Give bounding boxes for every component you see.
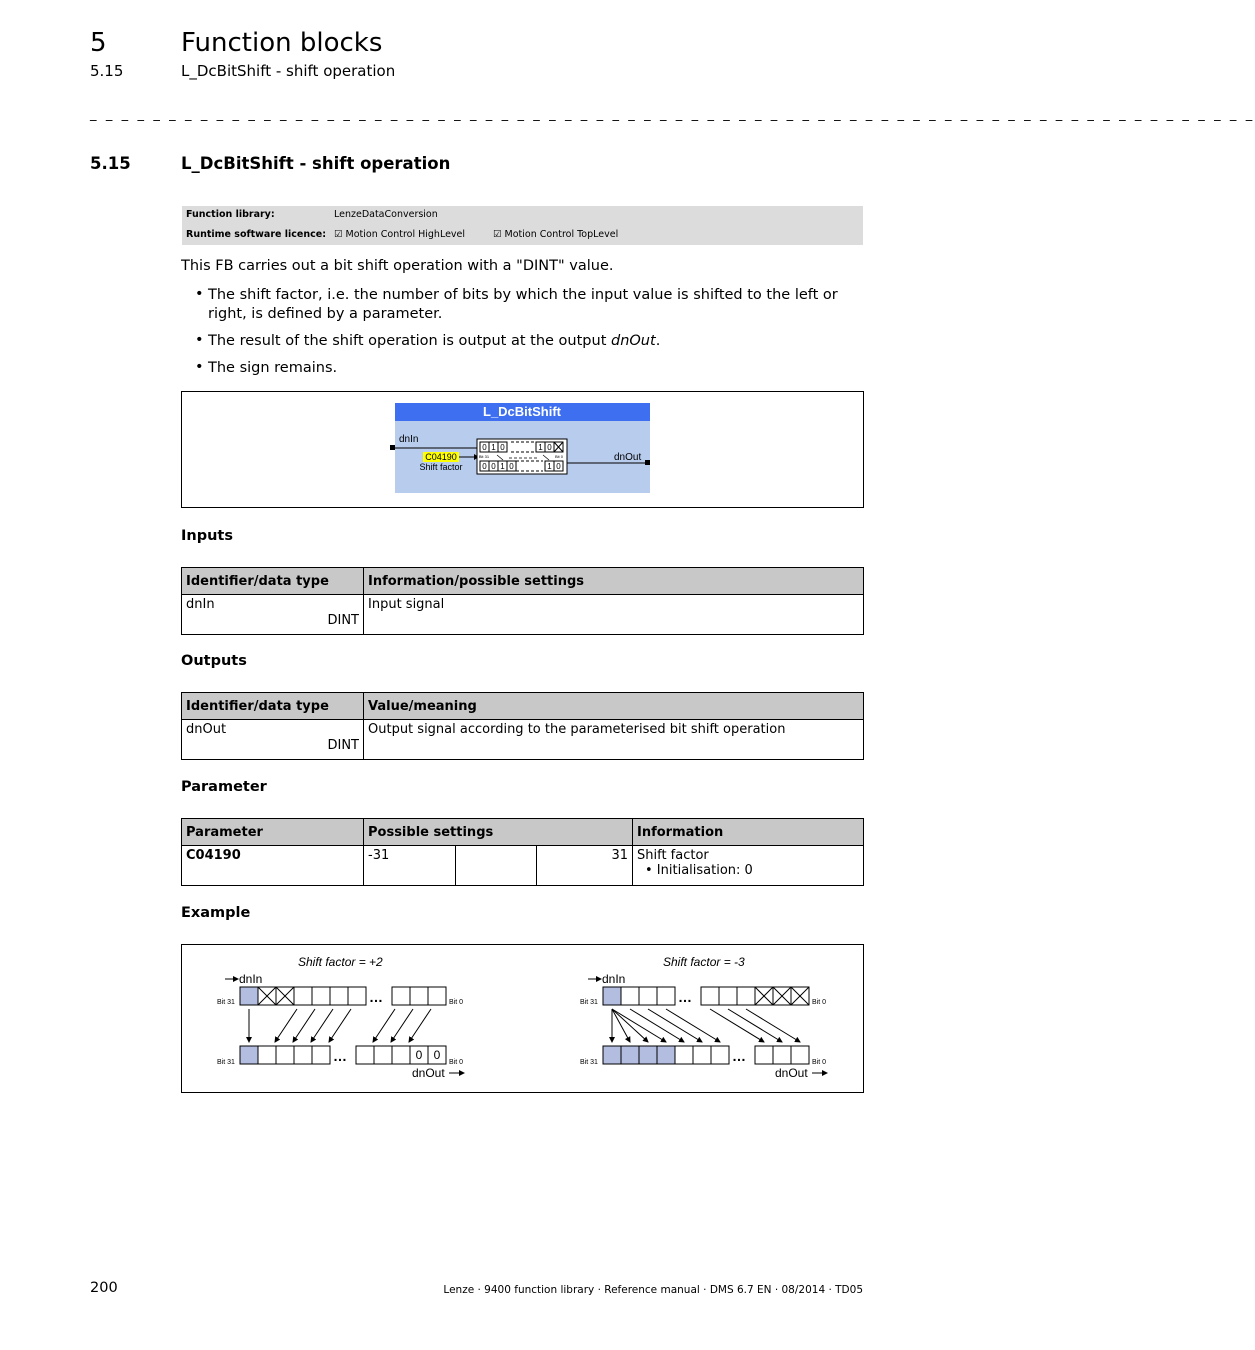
bullet-output: The result of the shift operation is output at the output dnOut.	[208, 333, 661, 349]
param-init: • Initialisation: 0	[645, 863, 753, 878]
svg-text:dnIn: dnIn	[602, 972, 626, 986]
svg-text:0: 0	[509, 462, 514, 471]
parameter-heading: Parameter	[181, 779, 267, 795]
svg-text:dnIn: dnIn	[239, 972, 263, 986]
header-section-title: L_DcBitShift - shift operation	[181, 62, 396, 80]
svg-text:Bit 0: Bit 0	[812, 1059, 827, 1066]
svg-text:Bit 31: Bit 31	[478, 454, 490, 459]
library-value: LenzeDataConversion	[334, 209, 438, 220]
table-row	[182, 595, 864, 635]
col-header: Identifier/data type	[182, 568, 364, 595]
section-number: 5.15	[90, 154, 131, 173]
inputs-table	[181, 567, 864, 635]
svg-text:dnOut: dnOut	[412, 1066, 445, 1080]
svg-text:dnOut: dnOut	[775, 1066, 808, 1080]
svg-text:0: 0	[482, 462, 487, 471]
svg-text:Shift factor = -3: Shift factor = -3	[663, 955, 745, 969]
param-code: C04190	[425, 452, 457, 462]
param-info: Shift factor	[637, 848, 709, 863]
svg-text:Bit 31: Bit 31	[580, 1059, 598, 1066]
svg-text:…: …	[333, 1048, 347, 1064]
outputs-heading: Outputs	[181, 653, 247, 669]
license-option-toplevel: ☑ Motion Control TopLevel	[493, 229, 619, 240]
col-header: Possible settings	[364, 819, 633, 846]
header-section-number: 5.15	[90, 62, 124, 80]
bullet-dot: •	[195, 286, 204, 302]
fb-diagram	[181, 391, 864, 508]
svg-text:0: 0	[547, 443, 552, 452]
chapter-number: 5	[90, 28, 107, 58]
svg-text:0: 0	[500, 443, 505, 452]
input-label: dnIn	[399, 434, 419, 445]
inputs-heading: Inputs	[181, 528, 233, 544]
license-box	[182, 206, 863, 245]
output-pin	[645, 460, 650, 465]
row-info: Output signal according to the parameterised bit shift operation	[368, 722, 786, 737]
col-header: Identifier/data type	[182, 693, 364, 720]
page-number: 200	[90, 1280, 118, 1296]
row-info: Input signal	[368, 597, 445, 612]
svg-text:Bit 0: Bit 0	[449, 1059, 464, 1066]
svg-text:0: 0	[433, 1048, 441, 1062]
svg-text:Bit 31: Bit 31	[217, 999, 235, 1006]
fb-title: L_DcBitShift	[483, 404, 561, 419]
runtime-label: Runtime software licence:	[186, 229, 326, 240]
svg-text:Bit 0: Bit 0	[812, 999, 827, 1006]
col-header: Information	[633, 819, 864, 846]
chapter-title: Function blocks	[181, 28, 383, 58]
table-row	[182, 846, 864, 886]
example-diagram	[181, 944, 864, 1093]
param-code: C04190	[186, 848, 241, 863]
param-label: Shift factor	[419, 462, 463, 472]
col-header: Value/meaning	[364, 693, 864, 720]
intro-text: This FB carries out a bit shift operation with a "DINT" value.	[181, 258, 614, 274]
svg-text:0: 0	[415, 1048, 423, 1062]
svg-text:…: …	[678, 989, 692, 1005]
table-row	[182, 720, 864, 760]
svg-text:Bit 0: Bit 0	[554, 454, 564, 459]
svg-text:1: 1	[491, 443, 496, 452]
col-header: Parameter	[182, 819, 364, 846]
svg-text:1: 1	[538, 443, 543, 452]
library-label: Function library:	[186, 209, 275, 220]
svg-text:1: 1	[500, 462, 505, 471]
bullet-sign: The sign remains.	[208, 360, 338, 376]
row-name: dnIn	[186, 597, 215, 612]
footer-doc-info: Lenze · 9400 function library · Reference manual · DMS 6.7 EN · 08/2014 · TD05	[443, 1284, 863, 1296]
input-pin	[390, 445, 395, 450]
license-option-highlevel: ☑ Motion Control HighLevel	[334, 229, 466, 240]
row-type: DINT	[327, 613, 359, 628]
svg-text:0: 0	[491, 462, 496, 471]
example-right	[580, 955, 827, 1080]
col-header: Information/possible settings	[364, 568, 864, 595]
parameter-table	[181, 818, 864, 886]
svg-text:Bit 31: Bit 31	[580, 999, 598, 1006]
svg-text:Bit 31: Bit 31	[217, 1059, 235, 1066]
svg-text:0: 0	[556, 462, 561, 471]
svg-text:0: 0	[482, 443, 487, 452]
row-type: DINT	[327, 738, 359, 753]
svg-text:…: …	[369, 989, 383, 1005]
output-label: dnOut	[614, 452, 642, 463]
bullet-dot: •	[195, 332, 204, 348]
outputs-table	[181, 692, 864, 760]
svg-text:1: 1	[547, 462, 552, 471]
param-min: -31	[368, 848, 390, 863]
param-max: 31	[611, 848, 628, 863]
svg-text:Bit 0: Bit 0	[449, 999, 464, 1006]
bullet-shift-factor: The shift factor, i.e. the number of bits by which the input value is shifted to the left or right, is defined by a parameter.	[208, 287, 838, 322]
example-heading: Example	[181, 905, 251, 921]
svg-text:Shift factor = +2: Shift factor = +2	[298, 955, 383, 969]
section-title: L_DcBitShift - shift operation	[181, 154, 451, 173]
dashed-divider: _ _ _ _ _ _ _ _ _ _ _ _ _ _ _ _ _ _ _ _ _ _ _ _ _ _ _ _ _ _ _ _ _ _ _ _ _ _ _ _ _ _ _ _ _ _ _ _ _ _ _ _ _ _ _ _ _ _ _ _ _ _ _ _ _ _ _ _ _ _ _ _ _ _	[90, 107, 1255, 122]
svg-text:…: …	[732, 1048, 746, 1064]
bullet-dot: •	[195, 359, 204, 375]
example-left	[217, 955, 464, 1080]
row-name: dnOut	[186, 722, 227, 737]
